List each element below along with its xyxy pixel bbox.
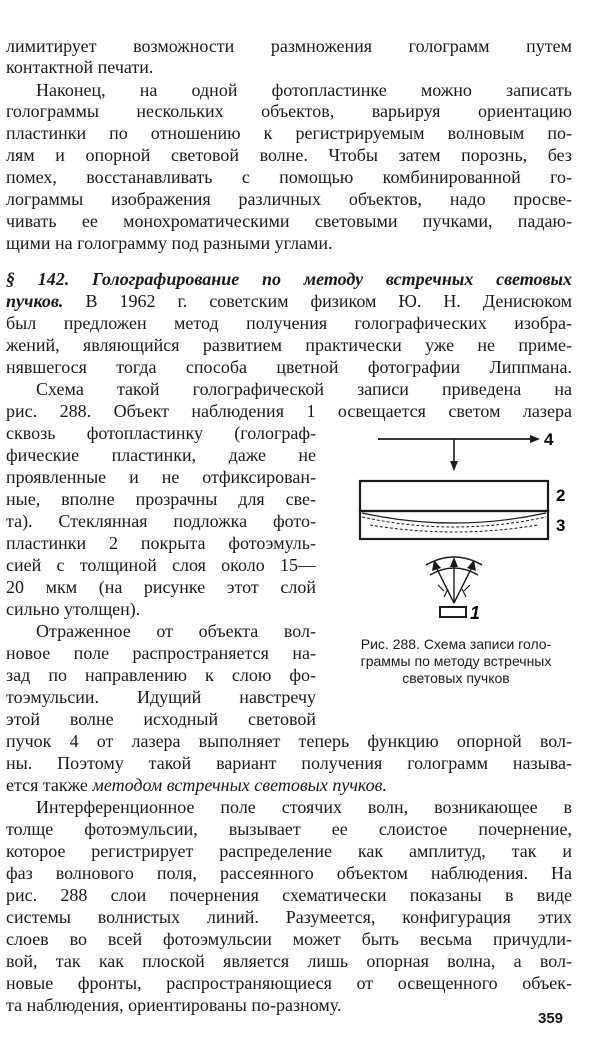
- text-line: Отраженное от объекта вол-: [36, 621, 316, 641]
- object: [440, 607, 466, 617]
- interference-wave: [362, 513, 546, 523]
- text-line: рис. 288 слои почернения схематически показаны в виде: [6, 885, 572, 905]
- text-line: рис. 288. Объект наблюдения 1 освещается светом лазера: [6, 401, 572, 421]
- text-line: лимитирует возможности размножения голограмм путем: [6, 36, 572, 56]
- text-span: ется также: [6, 775, 88, 795]
- text-line: зад по направлению к слою фо-: [6, 665, 316, 685]
- text-line: чивать ее монохроматическими световыми пучками, падаю-: [6, 211, 572, 231]
- text-line: Наконец, на одной фотопластинке можно записать: [36, 80, 572, 100]
- text-line: системы волнистых линий. Разумеется, конфигурация этих: [6, 907, 572, 927]
- interference-wave: [370, 525, 538, 532]
- text-span: В 1962 г. советским физиком Ю. Н. Денисюком: [85, 291, 572, 311]
- text-line: ны. Поэтому такой вариант получения голограмм называ-: [6, 753, 572, 773]
- figure-caption: [333, 636, 579, 687]
- text-line: проявленные и не отфиксирован-: [6, 467, 316, 487]
- text-line: толще фотоэмульсии, вызывает ее слоистое почернение,: [6, 819, 572, 839]
- page-number: 359: [538, 1010, 564, 1027]
- text-line: голограммы нескольких объектов, варьируя ориентацию: [6, 101, 572, 121]
- text-line: сией с толщиной слоя около 15—: [6, 555, 316, 575]
- text-line: новое поле распространяется на-: [6, 643, 316, 663]
- text-line: сильно утолщен).: [6, 599, 141, 619]
- label-3: 3: [556, 516, 566, 535]
- text-line: новые фронты, распространяющиеся от освещенного объек-: [6, 973, 572, 993]
- text-line: Интерференционное поле стоячих волн, возникающее в: [36, 797, 572, 817]
- caption-line: Рис. 288. Схема записи голо-: [360, 636, 552, 652]
- emulsion-layer: [360, 511, 548, 539]
- text-line: вой, так как плоской является лишь опорная волна, а вол-: [6, 951, 572, 971]
- ray-arrowhead: [450, 557, 458, 567]
- text-line: тоэмульсии. Идущий навстречу: [6, 687, 316, 707]
- text-line: щими на голограмму под разными углами.: [6, 233, 333, 253]
- text-line: контактной печати.: [6, 57, 154, 77]
- text-line: 20 мкм (на рисунке этот слой: [6, 577, 316, 597]
- label-2: 2: [556, 486, 566, 505]
- text-line: та). Стеклянная подложка фото-: [6, 511, 316, 531]
- text-line: пластинки 2 покрыта фотоэмуль-: [6, 533, 316, 553]
- text-line: лям и опорной световой волне. Чтобы затем порознь, без: [6, 145, 572, 165]
- text-line: сквозь фотопластинку (голограф-: [6, 423, 316, 443]
- text-line: пучок 4 от лазера выполняет теперь функцию опорной вол-: [6, 731, 572, 751]
- text-line: был предложен метод получения голографических изобра-: [6, 313, 572, 333]
- text-line: Схема такой голографической записи приведена на: [36, 379, 572, 399]
- text-line: [6, 291, 572, 313]
- text-line: которое регистрирует распределение как амплитуд, так и: [6, 841, 572, 861]
- text-line: пластинки по отношению к регистрируемым волновым по-: [6, 123, 572, 143]
- text-line: слоев во всей фотоэмульсии может быть весьма причудли-: [6, 929, 572, 949]
- text-line: ные, вполне прозрачны для све-: [6, 489, 316, 509]
- hologram-scheme-diagram: [330, 425, 592, 635]
- label-4: 4: [544, 430, 554, 449]
- beam-down-arrowhead: [450, 461, 458, 471]
- caption-line: световых пучков: [402, 670, 510, 686]
- section-heading-cont: пучков.: [6, 291, 64, 311]
- caption-line: граммы по методу встречных: [360, 653, 552, 669]
- text-line: жений, являющийся развитием практически уже не приме-: [6, 335, 572, 355]
- text-line: фаз волнового поля, рассеянного объектом наблюдения. На: [6, 863, 572, 883]
- text-line: лограммы изображения различных объектов, надо просве-: [6, 189, 572, 209]
- text-line: нявшегося тогда способа цветной фотографии Липпмана.: [6, 357, 572, 377]
- section-heading: § 142. Голографирование по методу встречных световых: [6, 269, 572, 289]
- text-line: этой волне исходный световой: [6, 709, 316, 729]
- text-line: фические пластинки, даже не: [6, 445, 316, 465]
- glass-plate: [360, 481, 548, 511]
- italic-term: методом встречных световых пучков.: [92, 775, 387, 795]
- label-1: 1: [470, 603, 481, 623]
- text-line: помех, восстанавливать с помощью комбинированной го-: [6, 167, 572, 187]
- text-line: [6, 775, 387, 797]
- beam-arrowhead: [530, 435, 540, 443]
- text-line: та наблюдения, ориентированы по-разному.: [6, 995, 342, 1015]
